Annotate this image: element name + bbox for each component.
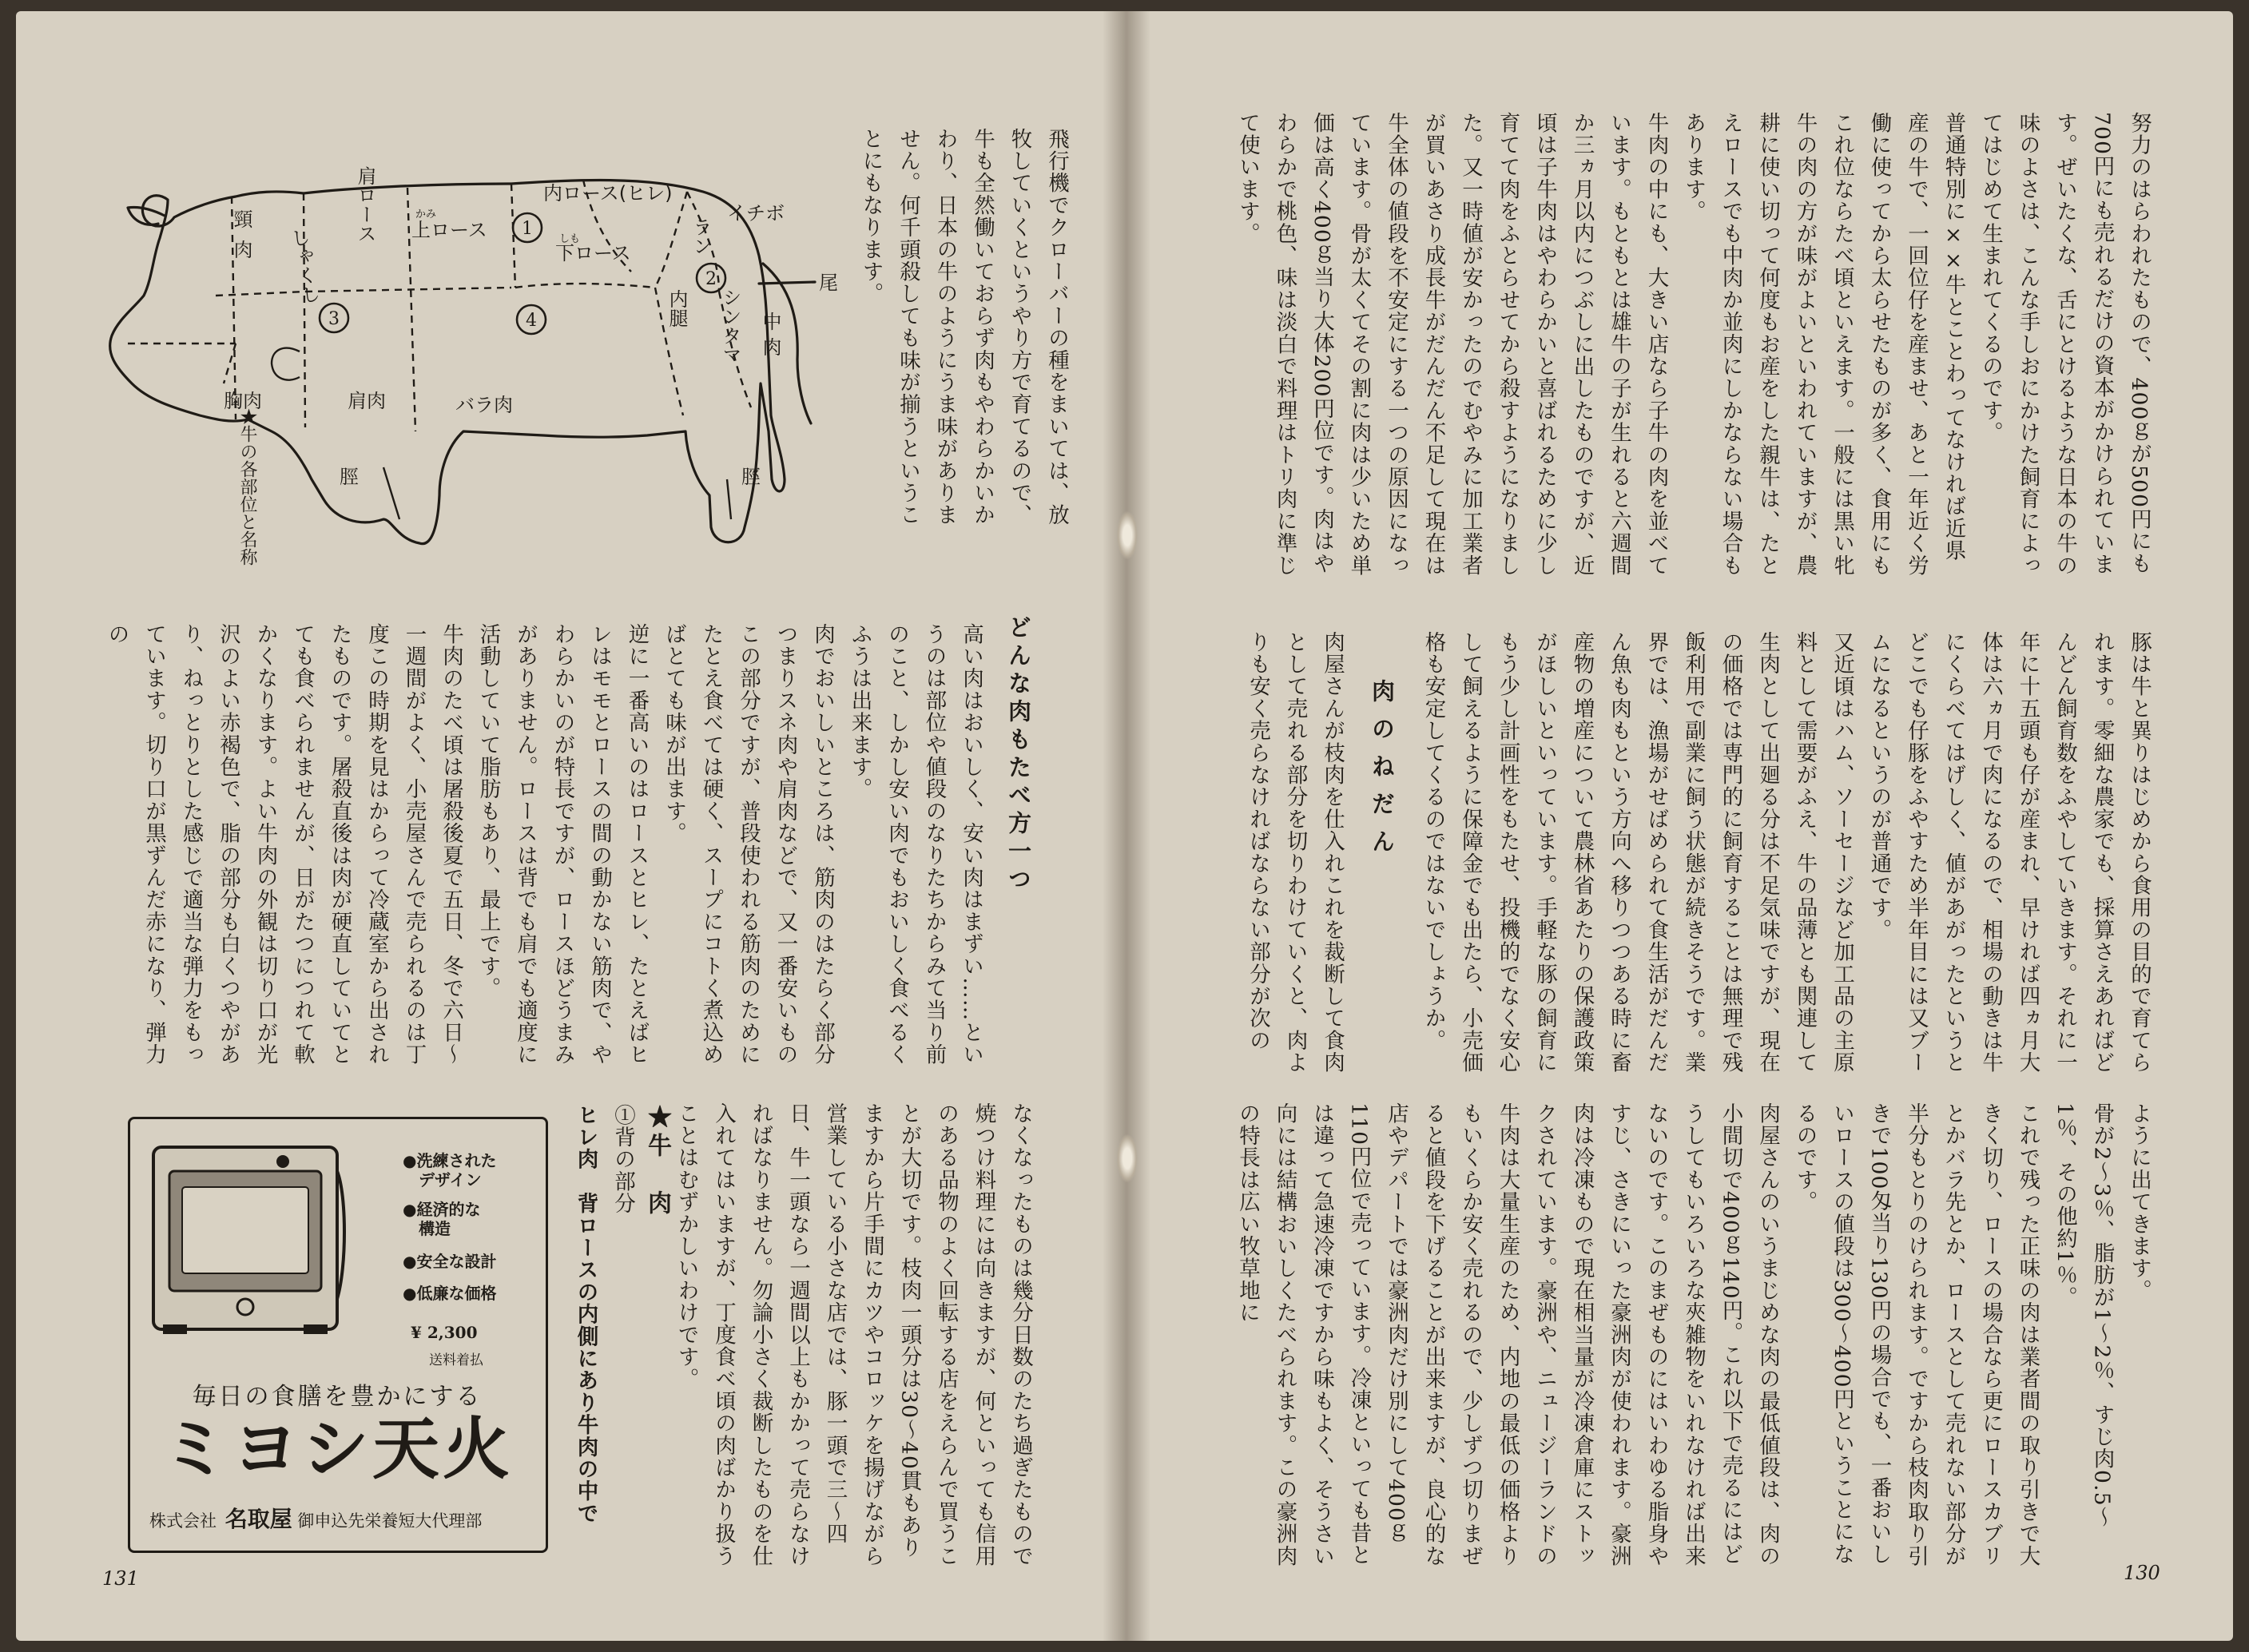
cut-number-1: 1 [522, 219, 533, 239]
paragraph: 骨が2〜3％、脂肪が1〜2％、すじ肉0.5〜1％、その他約1％。 [2052, 1102, 2115, 1529]
right-middle-text-2 [1230, 631, 1350, 1078]
label-sune-back: 脛 [741, 466, 761, 488]
paragraph: ように出てきます。 [2127, 1102, 2152, 1302]
label-uchimomo: 内腿 [666, 289, 688, 328]
paragraph: 牛肉のたべ頃は屠殺後夏で五日、冬で六日〜一週間がよく、小売屋さんで売られるのは丁度この時期を見はからって冷蔵室から出されたものです。屠殺直後は肉が硬直していてとても食べられませんが、日がたつにつれて軟かくなります。よい牛肉の外観は切り口が光沢のよい赤褐色で、脂の部分も白くつやがあり、ねっとりとした感じで適当な弾力をもっています。切り口が黒ずんだ赤になり、弾力の [104, 623, 463, 1066]
cut-number-4: 4 [526, 311, 537, 331]
paragraph: 飛行機でクローバーの種をまいては、放牧していくというやり方で育てるので、牛も全然働いておらず肉もやわらかいかわり、日本の牛のようにうま味がありません。何千頭殺しても味が揃うということにもなります。 [858, 128, 1069, 526]
oven-illustration [147, 1139, 347, 1339]
ruby-shimo: しも [559, 233, 581, 245]
oven-advertisement [113, 1093, 561, 1580]
label-chuniku: 中肉 [759, 312, 781, 363]
ad-feature: ●洗練された [403, 1151, 497, 1170]
page-number-left: 131 [102, 1567, 139, 1590]
label-bara: バラ肉 [455, 394, 513, 416]
company-prefix: 株式会社 [149, 1511, 217, 1531]
paragraph: 豚は牛と異りはじめから食用の目的で育てられます。零細な農家でも、採算さえあればどんどん飼育数をふやしていきます。それに一年に十五頭も仔が産まれ、早ければ四ヵ月大体は六ヵ月で肉になるので、相場の動きは牛にくらべてはげしく、値があがったというとどこでも仔豚をふやすため半年目には又ブームになるというのが普通です。 [1866, 631, 2152, 1074]
section-heading-beef: ★牛 肉 [643, 1104, 671, 1219]
paragraph: 肉屋さんが枝肉を仕入れこれを裁断して食肉として売れる部分を切りわけていくと、肉よりも安く売らなければならない部分が次の [1246, 631, 1345, 1074]
label-ichibo: イチボ [727, 202, 785, 224]
label-shintama: シンタマ [719, 288, 741, 364]
ad-feature: 構造 [403, 1219, 451, 1238]
right-bottom-text [1230, 1102, 2157, 1574]
paragraph: 普通特別に××牛とことわってなければ近県産の牛で、一回位仔を産ませ、あと一年近く労働に使ってから太らせたものが多く、食用にもこれ位ならたべ頃といえます。一般には黒い牝牛の肉の方が味がよいといわれていますが、農耕に使い切って何度もお産をした親牛は、たとえロースでも中肉か並肉にしかならない場合もあります。 [1681, 112, 1966, 577]
ad-feature: ●低廉な価格 [403, 1284, 497, 1303]
cut-number-2: 2 [705, 269, 717, 289]
beef-item: ヒレ肉 背ロースの内側にあり牛肉の中で [573, 1104, 598, 1525]
ad-shipping: 送料着払 [429, 1352, 483, 1368]
label-jo-rosu: 上ロース [411, 219, 487, 241]
ad-feature: デザイン [403, 1170, 482, 1189]
label-kata-rosu: 肩ロース [354, 166, 376, 243]
company-name: 名取屋 [225, 1506, 292, 1532]
label-sune-front: 脛 [340, 466, 359, 488]
paragraph: 又近頃はハム、ソーセージなど加工品の主原料として需要がふえ、牛の品薄とも関連して生肉として出廻る分は不足気味ですが、現在の価格では専門的に飼育することは無理で残飯利用で副業に飼う状態が続きそうです。業界では、漁場がせばめられて食生活がだんだん魚も肉もという方向へ移りつつある時に畜産物の増産について農林省あたりの保護政策がほしいといっています。手軽な豚の飼育にもう少し計画性をもたせ、投機的でなく安心して飼えるように保障金でも出たら、小売価格も安定してくるのではないでしょうか。 [1421, 631, 1854, 1074]
ruby-kami: かみ [415, 208, 437, 220]
binding-stitch [1117, 511, 1138, 559]
section-heading-price: 肉のねだん [1369, 679, 1396, 867]
label-ran: ラン [689, 217, 712, 256]
label-tail: 尾 [819, 272, 838, 294]
paragraph: 高い肉はおいしく、安い肉はまずい……というのは部位や値段のなりたちからみて当り前のこと、しかし安い肉でもおいしく食べるくふうは出来ます。 [847, 623, 983, 1066]
right-middle-text [1421, 631, 2157, 1078]
label-shakushi: しゃくし [285, 226, 322, 306]
beef-item: ①背の部分 [610, 1104, 635, 1215]
company-suffix: 御申込先栄養短大代理部 [297, 1511, 483, 1531]
ad-price: ¥ 2,300 [411, 1323, 478, 1342]
ad-brand-logo: ミヨシ天火 [161, 1410, 513, 1488]
cut-number-3: 3 [328, 309, 340, 329]
paragraph: 肉でおいしいところは、筋肉のはたらく部分つまりスネ肉や肩肉などで、又一番安いものこの部分ですが、普段使われる筋肉のためにたとえ食べては硬く、スープにコトく煮込めばとても味が出ます。 [662, 623, 835, 1066]
right-top-text [1230, 112, 2157, 583]
beef-items [569, 1104, 641, 1575]
binding-stitch [1117, 1134, 1138, 1182]
diagram-caption: ★牛の各部位と名称 [237, 407, 257, 566]
paragraph: 肉屋さんのいうまじめな肉の最低値段は、肉の小間切で400ｇ140円。これ以下で売るにはどうしてもいろいろな夾雑物をいれなければ出来ないのです。このまぜものにはいわゆる脂身やすじ、さきにいった豪洲肉が使われます。豪洲肉は冷凍もので現在相当量が冷凍倉庫にストックされています。豪洲や、ニュージーランドの牛肉は大量生産のため、内地の最低の価格よりもいくらか安く売れるので、少しずつ切りまぜると値段を下げることが出来ますが、良心的な店やデパートでは豪洲肉だけ別にして400ｇ110円位で売っています。冷凍といっても昔とは違って急速冷凍ですから味もよく、そうさい向には結構おいしくたべられます。この豪洲肉の特長は広い牧草地に [1235, 1102, 1780, 1567]
label-neck: 頸肉 [230, 209, 252, 270]
paragraph: 努力のはらわれたもので、400ｇが500円にも700円にも売れるだけの資本がかけられています。ぜいたくな、舌にとけるような日本の牛の味のよさは、こんな手しおにかけた飼育によってはじめて生まれてくるのです。 [1978, 112, 2152, 577]
label-kata: 肩肉 [348, 390, 386, 412]
label-shimo-rosu: 下ロース [555, 242, 631, 264]
label-mune: 胸肉 [224, 390, 262, 412]
ad-feature: ●経済的な [403, 1200, 481, 1219]
paragraph: 逆に一番高いのはロースとヒレ、たとえばヒレはモモとロースの間の動かない筋肉で、やわらかいのが特長ですが、ロースほどうまみがありません。ロースは背でも肩でも適度に活動していて脂肪もあり、最上です。 [475, 623, 650, 1066]
binding-gutter [1103, 11, 1150, 1641]
ad-feature: ●安全な設計 [403, 1252, 497, 1271]
paragraph: 牛肉の中にも、大きい店なら子牛の肉を並べています。もともとは雄牛の子が生れると六週間か三ヵ月以内につぶしに出したものですが、近頃は子牛肉はやわらかいと喜ばれるために少し育てて肉をふとらせてから殺すようになりました。又一時値が安かったのでむやみに加工業者が買いあさり成長牛がだんだん不足して現在は牛全体の値段を不安定にする一つの原因になっています。骨が太くてその割に肉は少いため単価は高く400ｇ当り大体200円位です。肉はやわらかで桃色、味は淡白で料理はトリ肉に準じて使います。 [1235, 112, 1669, 577]
left-bottom-text [674, 1102, 1039, 1574]
left-intro-text [858, 128, 1075, 543]
page-number-right: 130 [2124, 1562, 2160, 1584]
ad-company [149, 1502, 482, 1534]
paragraph: これで残った正味の肉は業者間の取り引きで大きく切り、ロースの場合なら更にロースカブリとかバラ先とか、ロースとして売れない部分が半分もとりのけられます。ですから枝肉取り引きで100匁当り130円の場合でも、一番おいしいロースの値段は300〜400円ということになるのです。 [1792, 1102, 2040, 1567]
ad-slogan: 毎日の食膳を豊かにする [192, 1383, 483, 1411]
paragraph: なくなったものは幾分日数のたち過ぎたもので焼つけ料理には向きますが、何といっても信用のある品物のよく回転する店をえらんで買うことが大切です。枝肉一頭分は30〜40貫もありますから片手間にカツやコロッケを揚げながら営業している小さな店では、豚一頭で三〜四日、牛一頭なら一週間以上もかかって売らなければなりません。勿論小さく裁断したものを仕入れてはいますが、丁度食べ頃の肉ばかり扱うことはむずかしいわけです。 [674, 1102, 1033, 1567]
section-heading-eating: どんな肉もたべ方一つ [1005, 615, 1032, 895]
left-middle-text [102, 623, 989, 1070]
label-uchi-rosu: 内ロース(ヒレ) [543, 182, 673, 205]
